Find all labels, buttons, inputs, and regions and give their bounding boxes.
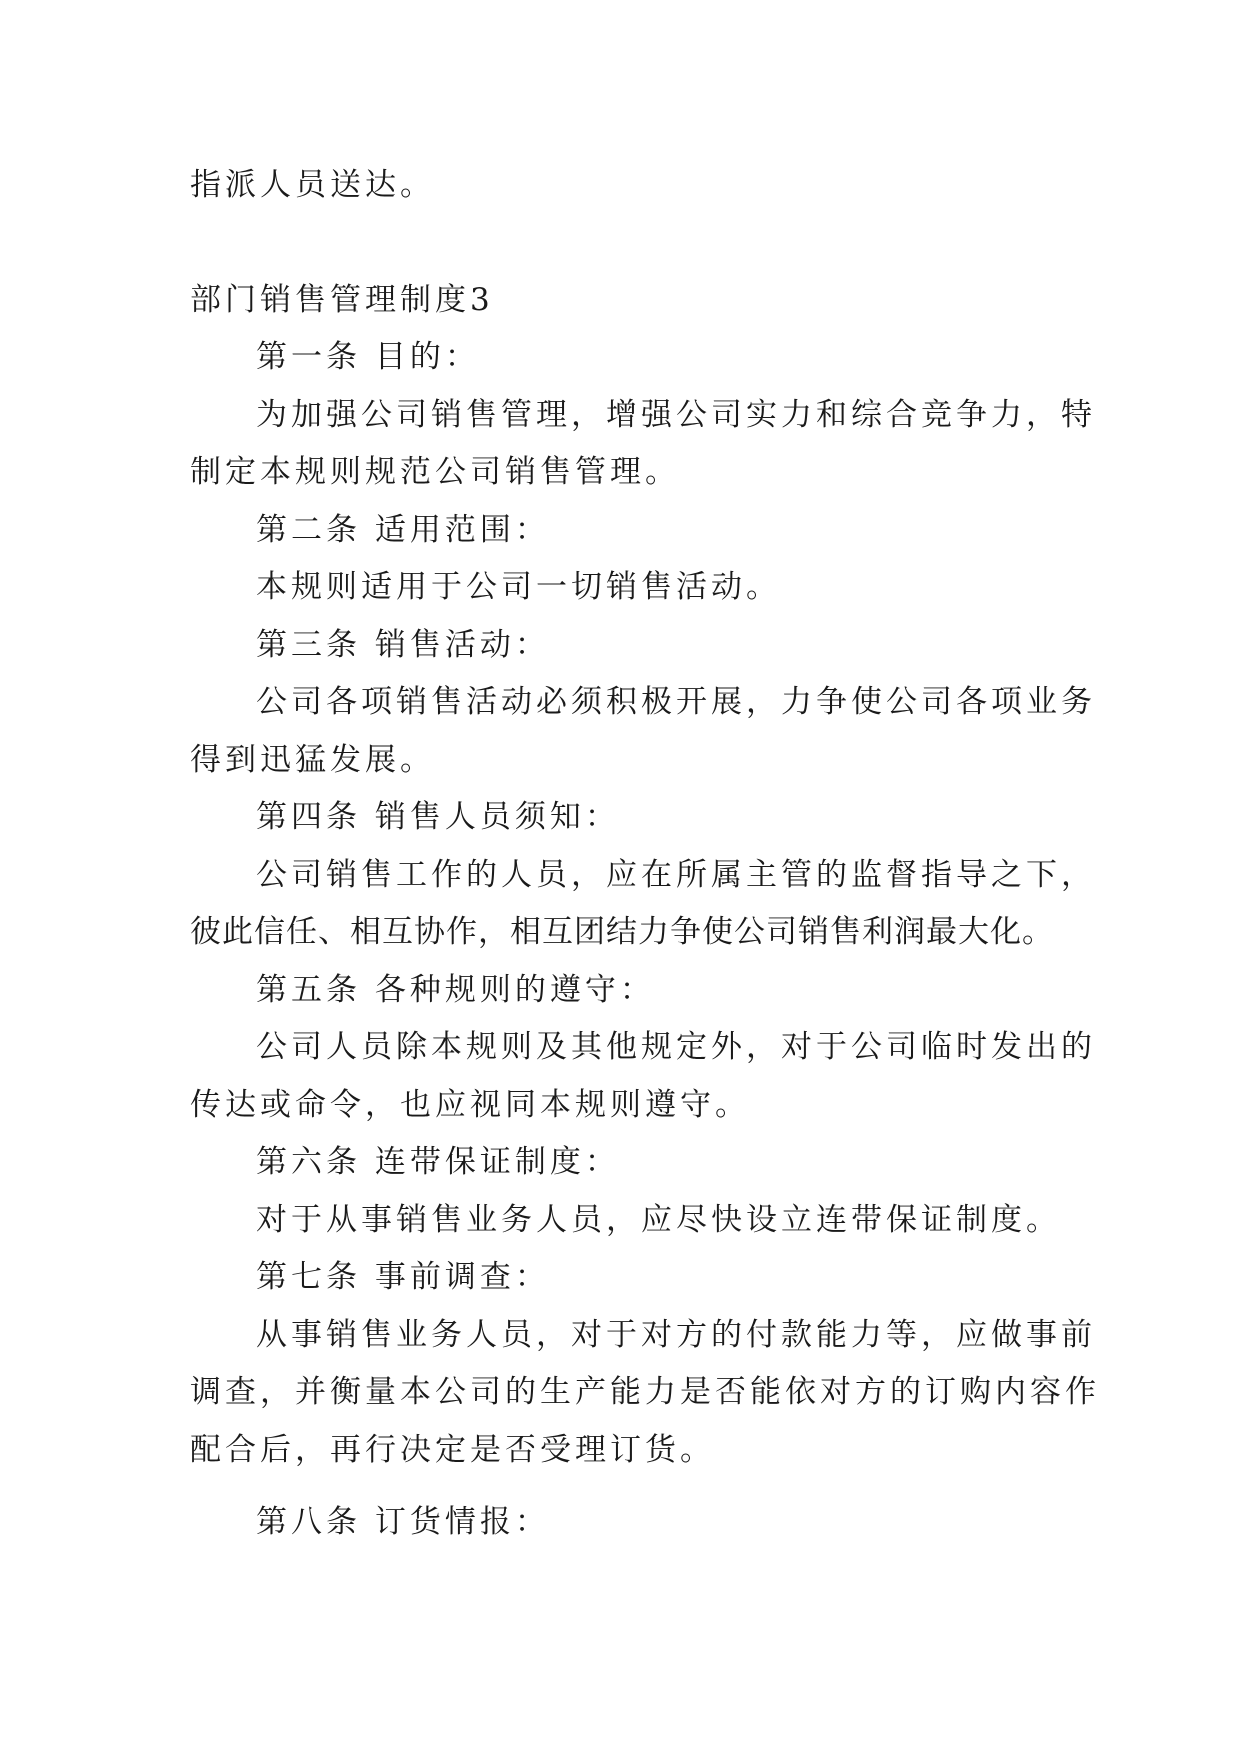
text-line: 为加强公司销售管理，增强公司实力和综合竞争力，特 — [256, 397, 1096, 433]
text-line: 传达或命令，也应视同本规则遵守。 — [190, 1087, 750, 1123]
article-heading: 第四条 销售人员须知： — [256, 799, 620, 835]
section-heading: 部门销售管理制度3 — [190, 282, 494, 318]
text-line: 公司各项销售活动必须积极开展，力争使公司各项业务 — [256, 684, 1096, 720]
text-line: 彼此信任、相互协作，相互团结力争使公司销售利润最大化。 — [190, 914, 1054, 950]
text-line: 公司人员除本规则及其他规定外，对于公司临时发出的 — [256, 1029, 1096, 1065]
text-line: 从事销售业务人员，对于对方的付款能力等，应做事前 — [256, 1317, 1096, 1353]
text-line: 指派人员送达。 — [190, 167, 435, 203]
text-line: 对于从事销售业务人员，应尽快设立连带保证制度。 — [256, 1202, 1061, 1238]
text-line: 配合后，再行决定是否受理订货。 — [190, 1432, 715, 1468]
text-line: 本规则适用于公司一切销售活动。 — [256, 569, 781, 605]
article-heading: 第一条 目的： — [256, 339, 480, 375]
text-line: 制定本规则规范公司销售管理。 — [190, 454, 680, 490]
article-heading: 第八条 订货情报： — [256, 1504, 550, 1540]
article-heading: 第六条 连带保证制度： — [256, 1144, 620, 1180]
article-heading: 第二条 适用范围： — [256, 512, 550, 548]
text-line: 得到迅猛发展。 — [190, 742, 435, 778]
text-line: 调查，并衡量本公司的生产能力是否能依对方的订购内容作 — [190, 1374, 1100, 1410]
text-line: 公司销售工作的人员，应在所属主管的监督指导之下， — [256, 857, 1096, 893]
article-heading: 第三条 销售活动： — [256, 627, 550, 663]
article-heading: 第七条 事前调查： — [256, 1259, 550, 1295]
article-heading: 第五条 各种规则的遵守： — [256, 972, 655, 1008]
